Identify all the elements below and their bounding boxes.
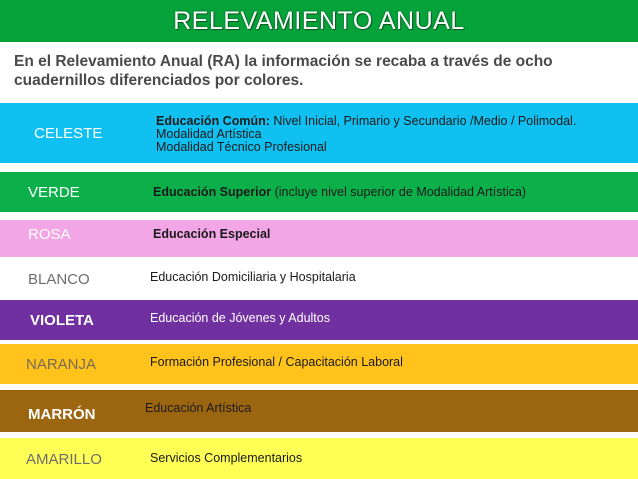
band-name-marron: MARRÓN bbox=[28, 406, 96, 423]
band-desc-blanco-text: Educación Domiciliaria y Hospitalaria bbox=[150, 270, 356, 284]
band-name-rosa: ROSA bbox=[28, 226, 71, 243]
band-desc-verde-text: (incluye nivel superior de Modalidad Artística) bbox=[274, 185, 527, 199]
page-title: RELEVAMIENTO ANUAL bbox=[173, 6, 465, 35]
band-desc-amarillo-text: Servicios Complementarios bbox=[150, 451, 303, 465]
band-verde bbox=[0, 172, 638, 212]
band-desc-celeste-line2: Modalidad Artística bbox=[156, 127, 262, 141]
band-desc-verde-bold: Educación Superior bbox=[153, 185, 272, 199]
band-desc-marron bbox=[145, 402, 251, 415]
band-desc-amarillo bbox=[150, 452, 302, 465]
band-desc-naranja bbox=[150, 356, 403, 369]
band-name-celeste: CELESTE bbox=[34, 125, 103, 142]
band-amarillo bbox=[0, 438, 638, 479]
band-name-violeta: VIOLETA bbox=[30, 312, 94, 329]
band-name-naranja: NARANJA bbox=[26, 356, 97, 373]
band-desc-celeste-line3: Modalidad Técnico Profesional bbox=[156, 140, 327, 154]
band-desc-verde bbox=[153, 186, 526, 199]
band-desc-violeta bbox=[150, 312, 330, 325]
band-desc-blanco bbox=[150, 271, 356, 284]
band-blanco bbox=[0, 260, 638, 298]
band-name-verde: VERDE bbox=[28, 184, 80, 201]
band-desc-celeste-bold: Educación Común: bbox=[156, 114, 270, 128]
band-desc-rosa bbox=[153, 228, 270, 241]
band-naranja bbox=[0, 344, 638, 384]
band-rosa bbox=[0, 220, 638, 257]
band-desc-rosa-bold: Educación Especial bbox=[153, 227, 271, 241]
band-name-blanco: BLANCO bbox=[28, 271, 90, 288]
band-desc-celeste-text: Nivel Inicial, Primario y Secundario /Medio / Polimodal. bbox=[273, 114, 577, 128]
band-name-amarillo: AMARILLO bbox=[26, 451, 102, 468]
title-bar bbox=[0, 0, 638, 42]
band-desc-naranja-text: Formación Profesional / Capacitación Laboral bbox=[150, 355, 403, 369]
intro-text: En el Relevamiento Anual (RA) la información se recaba a través de ocho cuadernillos diferenciados por colores. bbox=[14, 53, 553, 89]
band-marron bbox=[0, 390, 638, 432]
band-celeste bbox=[0, 103, 638, 163]
band-desc-celeste bbox=[156, 115, 576, 154]
band-desc-violeta-text: Educación de Jóvenes y Adultos bbox=[150, 311, 330, 325]
band-violeta bbox=[0, 300, 638, 340]
band-desc-marron-text: Educación Artística bbox=[145, 401, 252, 415]
